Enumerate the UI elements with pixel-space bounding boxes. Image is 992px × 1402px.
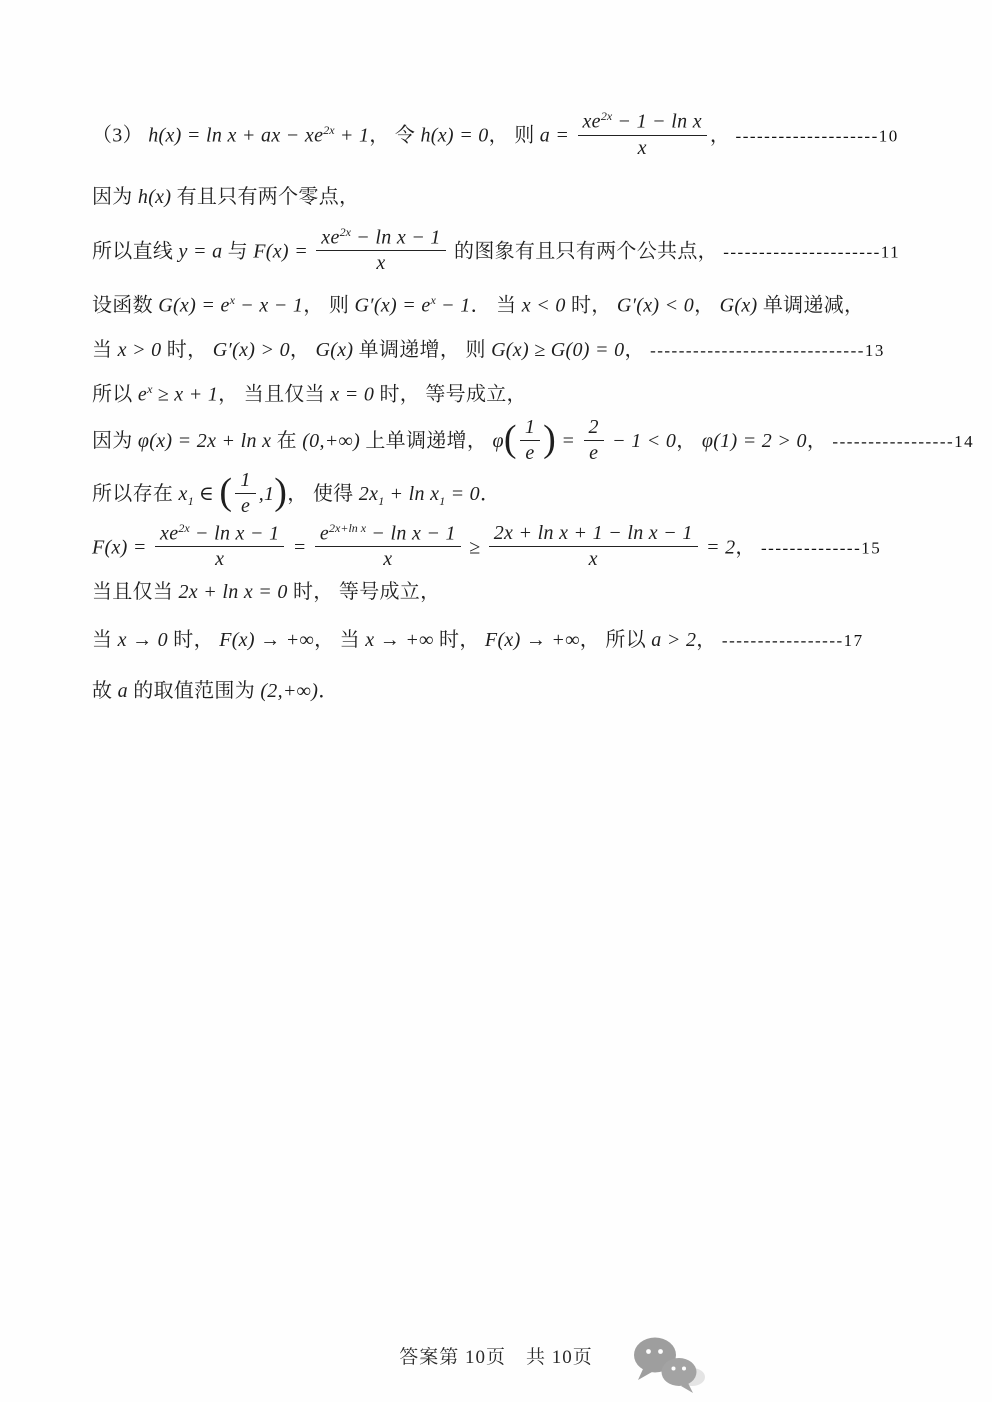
fraction: [316, 226, 445, 276]
math-run: x → +∞: [365, 629, 434, 652]
big-paren-right: ): [274, 471, 288, 514]
math-run: x: [637, 136, 647, 159]
text-run: （3）: [92, 124, 149, 147]
fraction-numerator: [155, 522, 284, 548]
text-run: ，: [289, 338, 316, 361]
math-run: a: [117, 680, 128, 703]
math-run: 2: [588, 415, 599, 438]
text-run: 单调递减，: [757, 294, 865, 317]
math-run: 1: [240, 468, 251, 491]
fraction-numerator: [235, 469, 255, 494]
math-run: G′(x) < 0: [616, 294, 695, 317]
math-run: (0,+∞): [302, 429, 361, 452]
fraction-numerator: [584, 416, 604, 441]
text-run: ，: [676, 429, 702, 452]
fraction: [315, 522, 461, 572]
text-run: ． 当: [470, 294, 522, 317]
text-run: 上单调递增，: [360, 429, 493, 452]
math-run: − ln x − 1: [366, 522, 456, 545]
text-run: ， 当: [314, 629, 366, 652]
math-run: = 0: [445, 482, 480, 505]
superscript: 2x: [178, 520, 190, 535]
text-run: 设函数: [92, 294, 159, 317]
superscript: x: [430, 293, 436, 308]
math-run: φ(1) = 2 > 0: [701, 429, 807, 452]
solution-line-11: [92, 625, 864, 656]
text-run: 时，: [161, 338, 213, 361]
fraction-numerator: [520, 416, 540, 441]
dash-leader: --------------------10: [735, 126, 899, 146]
text-run: 所以存在: [92, 482, 179, 505]
text-run: 与: [222, 240, 254, 263]
superscript: 2x: [323, 122, 335, 137]
math-run: a =: [539, 124, 575, 147]
math-run: + ln x: [384, 482, 440, 505]
solution-line-10: [92, 577, 792, 607]
text-run: 在: [271, 429, 303, 452]
solution-line-1: [92, 109, 899, 162]
math-run: 1: [524, 415, 536, 438]
math-run: (2,+∞): [260, 680, 319, 703]
text-run: 时， 等号成立，: [287, 581, 441, 604]
footer-page-number: 答案第 10页 共 10页: [399, 1347, 593, 1368]
math-run: x: [178, 482, 188, 505]
math-run: x: [383, 548, 393, 571]
text-run: 所以: [92, 383, 138, 406]
text-run: 时， 等号成立，: [374, 383, 527, 406]
text-run: ，: [694, 294, 720, 317]
superscript: 2x: [600, 109, 613, 123]
fraction-denominator: [584, 547, 603, 571]
solution-line-6: [92, 374, 792, 410]
solution-line-5: [92, 335, 885, 366]
math-run: a > 2: [651, 629, 697, 652]
math-run: − ln x − 1: [350, 226, 441, 249]
text-run: ， 当且仅当: [218, 383, 331, 406]
big-paren-right: ): [543, 418, 557, 461]
math-run: 2x: [358, 482, 379, 505]
fraction-denominator: [633, 136, 652, 160]
text-run: 时，: [433, 629, 485, 652]
superscript: 2x: [339, 224, 351, 239]
math-run: G(x): [315, 338, 354, 361]
text-run: 所以直线: [92, 240, 179, 263]
text-run: 的取值范围为: [127, 680, 261, 703]
math-run: − 1: [435, 294, 471, 317]
big-paren-left: (: [503, 418, 517, 461]
solution-line-3: [92, 224, 901, 278]
text-run: 故: [92, 680, 118, 703]
superscript: 2x+ln x: [329, 520, 367, 535]
text-run: ， 则: [488, 124, 540, 147]
text-run: ，: [624, 338, 651, 361]
fraction-denominator: [520, 441, 539, 465]
text-run: 有且只有两个零点，: [171, 185, 360, 208]
math-run: e: [137, 383, 148, 406]
subscript: 1: [439, 493, 446, 508]
math-run: xe: [160, 522, 179, 545]
dash-leader: -----------------14: [832, 431, 975, 451]
superscript: x: [229, 293, 235, 308]
math-run: G′(x) > 0: [212, 338, 290, 361]
text-run: ．: [479, 482, 501, 505]
math-run: F(x) → +∞: [219, 629, 315, 652]
math-run: x: [376, 252, 386, 275]
superscript: x: [147, 381, 153, 396]
fraction-numerator: [315, 522, 461, 548]
math-run: h(x) = ln x + ax − xe: [148, 124, 324, 147]
math-run: G(x): [719, 294, 758, 317]
math-run: + 1: [334, 124, 370, 147]
text-run: ，: [709, 124, 736, 147]
math-run: F(x) =: [253, 240, 314, 263]
math-run: F(x) =: [92, 536, 153, 559]
math-run: ≥: [463, 536, 486, 559]
text-run: 因为: [92, 429, 138, 452]
text-run: 单调递增， 则: [353, 338, 492, 361]
text-run: 的图象有且只有两个公共点，: [448, 240, 724, 263]
math-run: φ: [492, 429, 504, 452]
math-run: =: [287, 536, 312, 559]
fraction: [520, 416, 540, 465]
math-run: ≥ x + 1: [152, 383, 219, 406]
text-run: ．: [318, 680, 339, 703]
text-run: 当: [92, 629, 118, 652]
math-run: e: [319, 522, 330, 545]
text-run: ， 则: [303, 294, 355, 317]
math-run: G′(x) = e: [354, 294, 431, 317]
math-run: 2x + ln x = 0: [178, 581, 288, 604]
text-run: ， 所以: [579, 629, 652, 652]
math-run: x → 0: [117, 629, 168, 652]
math-run: − ln x − 1: [189, 522, 280, 545]
math-run: e: [240, 494, 251, 517]
fraction: [489, 522, 698, 571]
math-run: h(x): [137, 185, 172, 208]
text-run: 当: [92, 338, 118, 361]
fraction-numerator: [316, 226, 445, 252]
text-run: ，: [735, 536, 761, 559]
subscript: 1: [378, 493, 385, 508]
fraction-denominator: [236, 494, 255, 518]
math-run: ,1: [258, 482, 275, 505]
solution-line-9: [92, 520, 882, 574]
fraction: [155, 522, 284, 572]
math-run: e: [525, 441, 535, 464]
text-run: 时，: [168, 629, 220, 652]
solution-line-7: [92, 415, 975, 467]
solution-lines: [92, 109, 975, 706]
math-run: G(x) ≥ G(0) = 0: [491, 338, 625, 361]
fraction-denominator: [210, 547, 229, 571]
math-run: x = 0: [330, 383, 375, 406]
math-run: φ(x) = 2x + ln x: [137, 429, 272, 452]
solution-text: [92, 109, 975, 706]
math-run: xe: [582, 110, 601, 133]
math-run: − 1 − ln x: [612, 110, 702, 133]
math-run: h(x) = 0: [420, 124, 489, 147]
big-paren-left: (: [219, 471, 233, 514]
math-run: − x − 1: [234, 294, 304, 317]
math-run: e: [589, 441, 599, 464]
math-run: =: [556, 429, 581, 452]
text-run: 时，: [565, 294, 617, 317]
fraction-denominator: [371, 251, 390, 275]
math-run: − 1 < 0: [606, 429, 677, 452]
dash-leader: ------------------------------13: [650, 340, 885, 360]
text-run: 因为: [92, 185, 138, 208]
math-run: = 2: [700, 536, 736, 559]
solution-line-12: [92, 676, 792, 706]
dash-leader: -----------------17: [721, 631, 864, 651]
fraction: [584, 416, 604, 465]
text-run: ， 使得: [287, 482, 359, 505]
math-run: x > 0: [117, 338, 162, 361]
math-run: y = a: [178, 240, 223, 263]
page-footer: [0, 1342, 992, 1369]
fraction-denominator: [378, 547, 397, 571]
math-run: xe: [321, 226, 340, 249]
math-run: F(x) → +∞: [484, 629, 580, 652]
solution-line-2: [92, 182, 792, 212]
fraction: [235, 469, 255, 518]
dash-leader: --------------15: [761, 538, 882, 558]
fraction: [578, 110, 707, 160]
dash-leader: ----------------------11: [723, 242, 901, 262]
math-run: x: [588, 547, 598, 570]
text-run: 当且仅当: [92, 581, 179, 604]
text-run: ，: [806, 429, 833, 452]
wechat-icon: [628, 1333, 706, 1400]
fraction-numerator: [578, 110, 707, 136]
solution-line-8: [92, 468, 792, 520]
math-run: ∈: [193, 482, 220, 505]
math-run: x: [215, 548, 225, 571]
text-run: ， 令: [369, 124, 421, 147]
text-run: ，: [696, 629, 722, 652]
subscript: 1: [187, 493, 194, 508]
math-run: G(x) = e: [158, 294, 230, 317]
math-run: 2x + ln x + 1 − ln x − 1: [493, 521, 693, 544]
math-run: x < 0: [521, 294, 566, 317]
fraction-numerator: [489, 522, 698, 547]
fraction-denominator: [584, 441, 603, 465]
solution-line-4: [92, 285, 865, 321]
